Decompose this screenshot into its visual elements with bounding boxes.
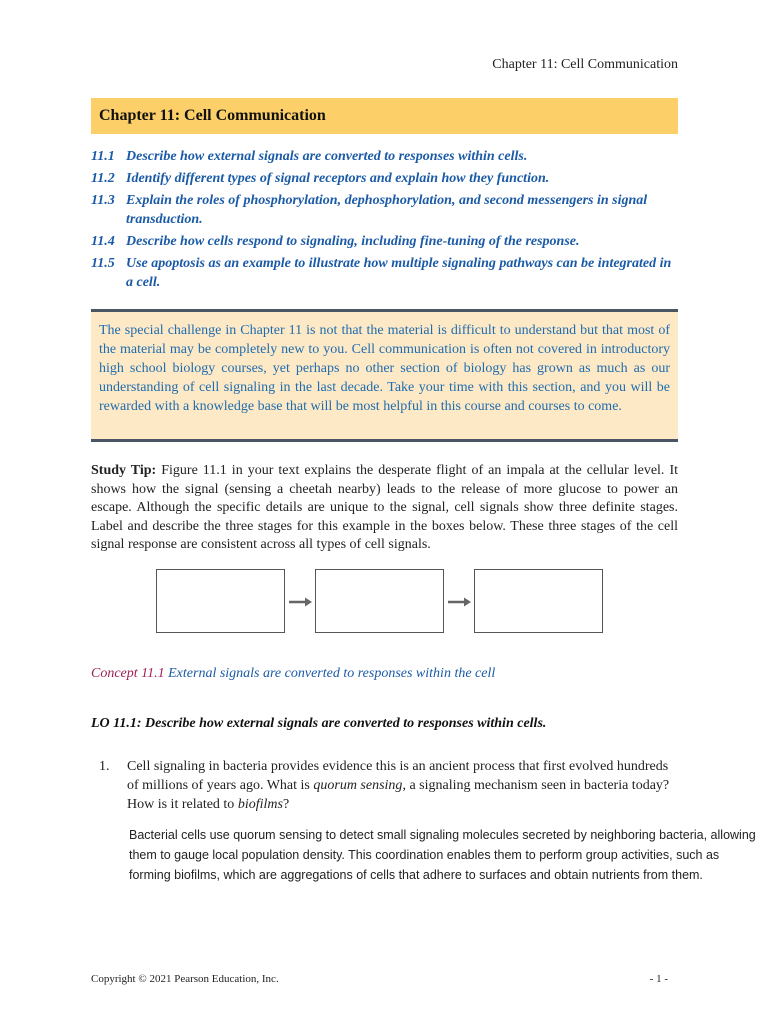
answer-text: Bacterial cells use quorum sensing to detect small signaling molecules secreted by neighboring bacteria, allowing them to gauge local population density. This coordination enables them to perform group activities, such as forming biofilms, which are aggregations of cells that adhere to surfaces and obtain nutrients from them. — [129, 828, 756, 882]
learning-objective-text: Describe how external signals are converted to responses within cells. — [126, 149, 528, 164]
stage-box-3[interactable] — [474, 569, 603, 633]
question-1 — [91, 757, 678, 814]
learning-objective-item — [91, 191, 678, 229]
learning-objective-item — [91, 147, 678, 166]
learning-objective-text: Use apoptosis as an example to illustrate how multiple signaling pathways can be integrated in a cell. — [126, 256, 672, 290]
concept-tag: Concept 11.1 — [91, 666, 165, 681]
learning-objectives-list — [91, 147, 678, 295]
concept-title: External signals are converted to responses within the cell — [164, 666, 496, 681]
chapter-title-banner: Chapter 11: Cell Communication — [91, 98, 678, 134]
lo-heading: LO 11.1: Describe how external signals are converted to responses within cells. — [91, 716, 547, 731]
learning-objective-item — [91, 169, 678, 188]
learning-objective-item — [91, 232, 678, 251]
study-tip-text: Figure 11.1 in your text explains the desperate flight of an impala at the cellular level. It shows how the signal (sensing a cheetah nearby) leads to the release of more glucose to power an escape. Although the specific details are unique to the signal, cell signals show three definite stages. Label and describe the three stages for this example in the boxes below. These three stages of the cell signal response are consistent across all types of cell signals. — [91, 463, 678, 552]
learning-objective-text: Describe how cells respond to signaling, including fine-tuning of the response. — [126, 234, 580, 249]
question-term: biofilms — [237, 797, 283, 812]
right-arrow-icon — [287, 596, 313, 608]
question-number: 1. — [99, 759, 110, 774]
learning-objective-item — [91, 254, 678, 292]
footer-page-number: - 1 - — [649, 973, 668, 985]
study-tip-label: Study Tip: — [91, 463, 157, 478]
study-tip-paragraph — [91, 462, 678, 555]
learning-objective-number: 11.2 — [91, 171, 115, 186]
chapter-intro-callout: The special challenge in Chapter 11 is not that the material is difficult to understand but that most of the material may be completely new to you. Cell communication is often not covered in introductory high school biology courses, yet perhaps no other section of biology has grown as much as our understanding of cell signaling in the last decade. Take your time with this section, and you will be rewarded with a knowledge base that will be most helpful in this course and courses to come. — [91, 309, 678, 442]
footer-copyright: Copyright © 2021 Pearson Education, Inc. — [91, 973, 279, 985]
question-text-part: ? — [282, 797, 290, 812]
question-text-part: , a signaling mechanism seen in bacteria today? How is it related to — [127, 778, 670, 812]
learning-objective-number: 11.4 — [91, 234, 115, 249]
question-text — [127, 757, 678, 814]
stage-box-1[interactable] — [156, 569, 285, 633]
learning-objective-number: 11.5 — [91, 256, 115, 271]
running-head: Chapter 11: Cell Communication — [492, 57, 678, 72]
concept-heading — [91, 666, 495, 682]
question-term: quorum sensing — [313, 778, 403, 793]
stage-box-2[interactable] — [315, 569, 444, 633]
learning-objective-text: Identify different types of signal receptors and explain how they function. — [126, 171, 550, 186]
question-text-part: Cell signaling in bacteria provides evidence this is an ancient process that first evolved hundreds of millions of years ago. What is — [127, 759, 669, 793]
learning-objective-number: 11.1 — [91, 149, 115, 164]
right-arrow-icon — [446, 596, 472, 608]
learning-objective-text: Explain the roles of phosphorylation, dephosphorylation, and second messengers in signal transduction. — [126, 193, 648, 227]
learning-objective-number: 11.3 — [91, 193, 115, 208]
